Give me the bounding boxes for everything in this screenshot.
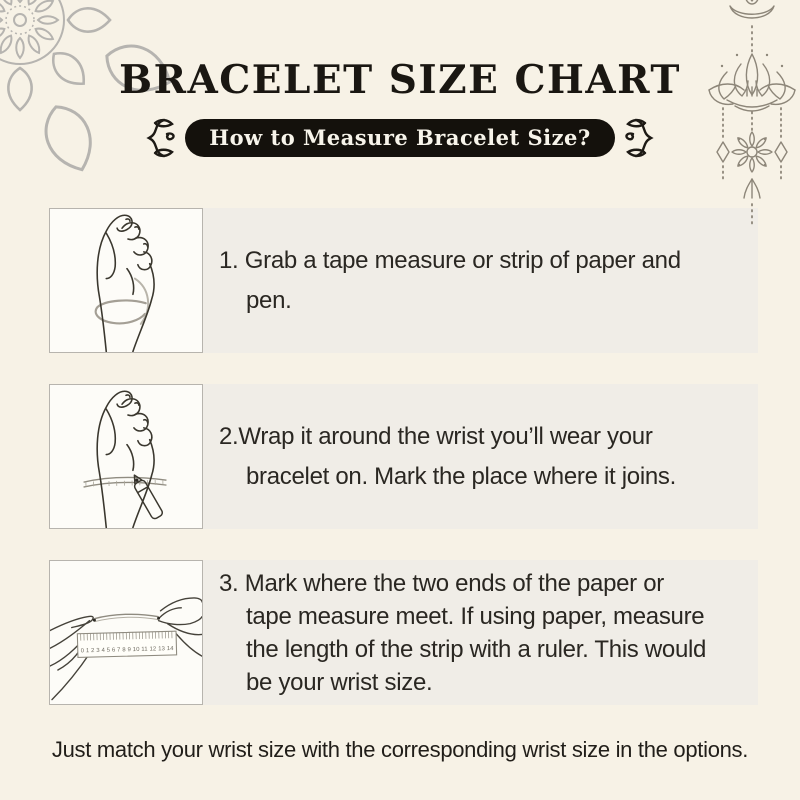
ruler-numbers: 0 1 2 3 4 5 6 7 8 9 10 11 12 13 14 [80,646,174,655]
step3-text [203,560,758,705]
subtitle-badge-row [0,114,800,162]
step-row-3 [49,560,758,705]
step1-illustration-box [49,208,203,353]
step1-text [203,208,758,353]
step3-line-3: the length of the strip with a ruler. This would [246,635,707,663]
footer-note: Just match your wrist size with the corresponding wrist size in the options. [51,737,749,762]
page-title: BRACELET SIZE CHART [119,57,681,103]
hands-measuring-ruler-icon [50,561,202,704]
step3-line-1: 3. Mark where the two ends of the paper or [219,569,664,597]
flourish-left-icon [140,114,176,162]
step2-line-2: bracelet on. Mark the place where it joins. [246,462,676,490]
steps-list [49,208,758,705]
flourish-right-icon [624,114,660,162]
step-row-1 [49,208,758,353]
hand-with-tape-wrap-icon [50,209,202,352]
step3-illustration-box [49,560,203,705]
subtitle-badge: How to Measure Bracelet Size? [185,119,614,157]
step2-line-1: 2.Wrap it around the wrist you’ll wear your [219,422,653,450]
step3-line-2: tape measure meet. If using paper, measure [246,602,705,630]
step1-line-2: pen. [246,286,292,314]
step1-line-1: 1. Grab a tape measure or strip of paper and [219,246,681,274]
step3-line-4: be your wrist size. [246,668,433,696]
hand-with-marker-icon [50,385,202,528]
step2-illustration-box [49,384,203,529]
step2-text [203,384,758,529]
step-row-2 [49,384,758,529]
